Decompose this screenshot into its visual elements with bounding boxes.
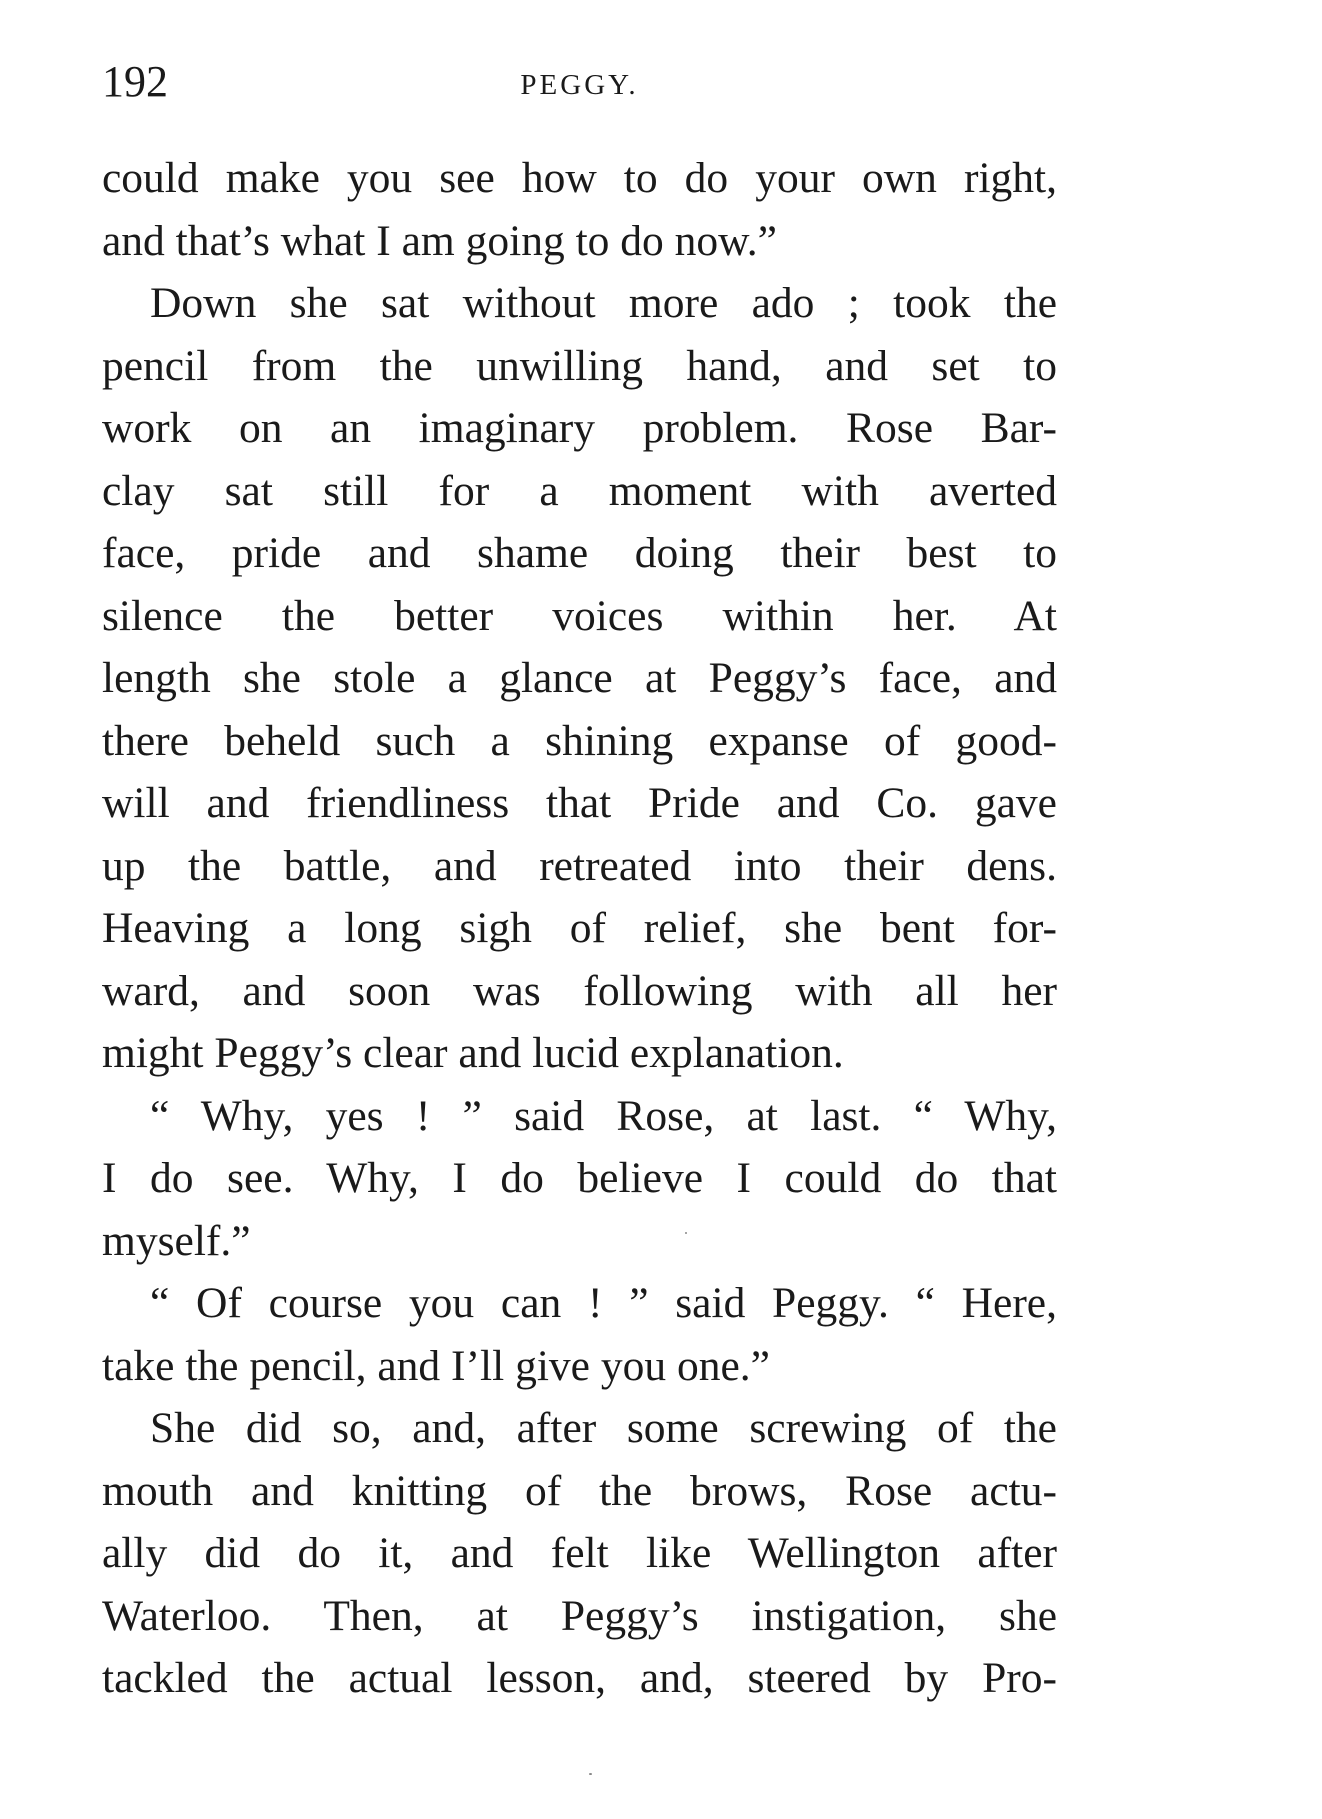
text-line: Down she sat without more ado ; took the [150,279,1057,327]
text-line: ally did do it, and felt like Wellington after [102,1529,1057,1577]
text-line: ward, and soon was following with all her [102,966,1057,1015]
text-line: length she stole a glance at Peggy’s face, and [102,654,1057,702]
page-number: 192 [102,57,168,106]
text-line: “ Why, yes ! ” said Rose, at last. “ Why, [150,1091,1057,1140]
text-line: She did so, and, after some screwing of the [150,1404,1057,1452]
text-line: could make you see how to do your own right, [102,154,1057,202]
text-line: work on an imaginary problem. Rose Bar- [102,404,1057,452]
print-speck [589,1773,592,1775]
text-line: I do see. Why, I do believe I could do that [102,1154,1057,1202]
running-title: PEGGY. [520,69,639,101]
text-line: will and friendliness that Pride and Co. gave [102,779,1057,827]
text-line: tackled the actual lesson, and, steered by Pro- [102,1654,1057,1702]
text-line: up the battle, and retreated into their dens. [102,841,1057,890]
text-line: there beheld such a shining expanse of good- [102,716,1057,765]
text-line: and that’s what I am going to do now.” [102,216,777,265]
text-line: silence the better voices within her. At [102,591,1057,640]
text-line: myself.” [102,1216,251,1265]
text-line: Heaving a long sigh of relief, she bent for- [102,904,1057,952]
page-header [102,52,1057,112]
text-line: clay sat still for a moment with averted [102,466,1057,515]
text-line: Waterloo. Then, at Peggy’s instigation, she [102,1591,1057,1640]
text-line: mouth and knitting of the brows, Rose actu- [102,1466,1057,1515]
text-line: might Peggy’s clear and lucid explanation. [102,1029,844,1077]
print-speck [685,1232,687,1234]
text-line: “ Of course you can ! ” said Peggy. “ Here, [150,1279,1057,1327]
text-line: face, pride and shame doing their best to [102,529,1057,577]
text-line: pencil from the unwilling hand, and set to [102,341,1057,390]
text-line: take the pencil, and I’ll give you one.” [102,1341,770,1390]
body-text [102,147,1057,1710]
